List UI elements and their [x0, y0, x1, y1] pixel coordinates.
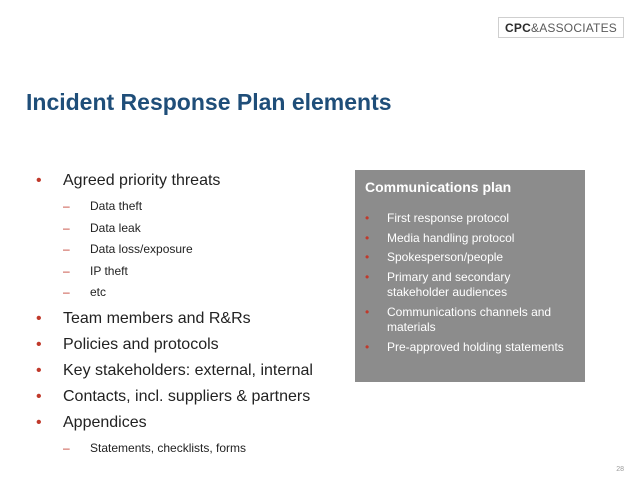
list-item [365, 340, 575, 356]
list-item-label: Key stakeholders: external, internal [63, 361, 313, 379]
list-item-label: Spokesperson/people [387, 250, 504, 264]
bullet-icon: • [365, 230, 370, 245]
dash-icon: – [63, 285, 70, 299]
dash-icon: – [63, 440, 70, 455]
sub-list-item-label: Data theft [90, 199, 143, 213]
sub-list-item [63, 239, 336, 261]
sub-list-item [63, 196, 336, 218]
sub-list-item [63, 218, 336, 240]
list-item-label: Pre-approved holding statements [387, 339, 564, 354]
bullet-icon: • [365, 250, 370, 264]
sub-list-item-label: Statements, checklists, forms [90, 440, 247, 455]
list-item-label: Primary and secondary stakeholder audiences [387, 269, 511, 299]
list-item-label: Agreed priority threats [63, 172, 221, 189]
list-item-label: Policies and protocols [63, 335, 219, 353]
list-item-label: Appendices [63, 413, 147, 431]
list-item [36, 168, 336, 304]
list-item-label: Media handling protocol [387, 230, 515, 245]
list-item-label: Team members and R&Rs [63, 309, 251, 327]
communications-plan-title: Communications plan [365, 179, 512, 195]
sub-list [63, 438, 336, 460]
dash-icon: – [63, 220, 70, 235]
communications-plan-box [355, 170, 585, 382]
sub-list-item-label: Data leak [90, 220, 141, 235]
list-item-label: Communications channels and materials [387, 304, 552, 334]
bullet-icon: • [365, 211, 370, 225]
slide-title: Incident Response Plan elements [26, 89, 392, 115]
bullet-icon: • [365, 304, 370, 319]
list-item-label: First response protocol [387, 211, 510, 225]
bullet-icon: • [365, 339, 370, 354]
logo-associates-text: &ASSOCIATES [530, 20, 617, 35]
bullet-icon: • [36, 172, 42, 189]
bullet-icon: • [36, 309, 42, 327]
sub-list [63, 196, 336, 304]
bullet-icon: • [36, 413, 42, 431]
list-item [36, 358, 336, 384]
dash-icon: – [63, 242, 70, 256]
list-item-label: Contacts, incl. suppliers & partners [63, 387, 311, 405]
bullet-icon: • [36, 335, 42, 353]
sub-list-item [63, 282, 336, 304]
bullet-icon: • [365, 269, 370, 284]
list-item [365, 305, 575, 336]
dash-icon: – [63, 199, 70, 213]
list-item [36, 332, 336, 358]
dash-icon: – [63, 263, 70, 278]
bullet-icon: • [36, 361, 42, 379]
list-item [36, 410, 336, 460]
list-item [365, 231, 575, 247]
page-number: 28 [616, 466, 624, 473]
sub-list-item-label: etc [90, 285, 107, 299]
list-item [36, 384, 336, 410]
sub-list-item-label: IP theft [90, 263, 128, 278]
company-logo [498, 17, 624, 38]
sub-list-item-label: Data loss/exposure [90, 242, 193, 256]
bullet-icon: • [36, 387, 42, 405]
list-item [365, 250, 575, 266]
communications-plan-list [365, 211, 575, 355]
sub-list-item [63, 261, 336, 283]
elements-list [36, 168, 336, 461]
logo-cpc-text: CPC [505, 20, 531, 35]
list-item [365, 211, 575, 227]
sub-list-item [63, 438, 336, 460]
list-item [36, 306, 336, 332]
list-item [365, 270, 575, 301]
